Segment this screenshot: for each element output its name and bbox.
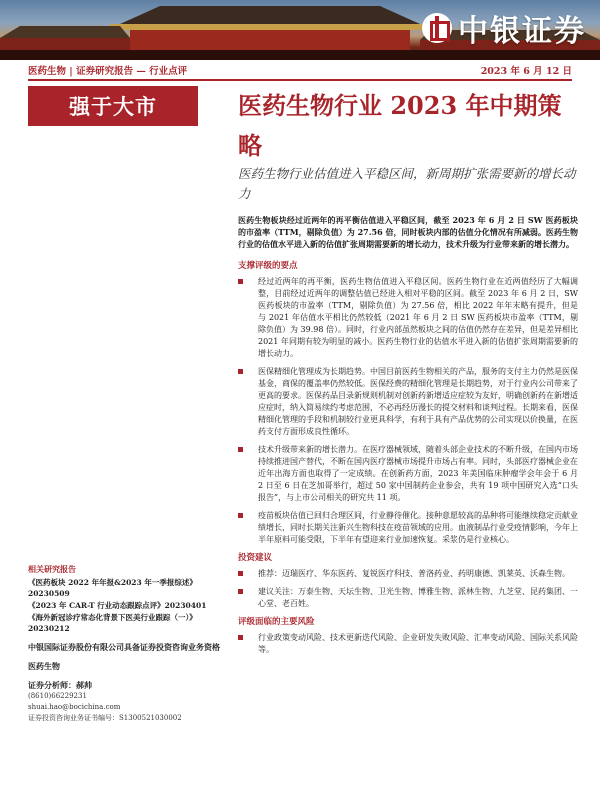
bullet-square-icon xyxy=(238,447,243,452)
report-date: 2023 年 6 月 12 日 xyxy=(480,66,572,77)
analyst-phone: (8610)66229231 xyxy=(28,692,87,700)
list-item: 疫苗板块估值已回归合理区间，行业静待催化。接种意愿较高的品种将可能继续稳定贡献业绩增长，同时长期关注新兴生物科技在疫苗领域的应用。血液制品行业受疫情影响，今年上半年原料可能受限，下半年有望迎来行业加速恢复。采浆仍是行业核心。 xyxy=(238,510,578,546)
list-item: 经过近两年的再平衡，医药生物估值进入平稳区间。医药生物行业在近两值经历了大幅调整，目前经过近两年的调整估值已经进入相对平稳的区间。截至 2023 年 6 月 2 日，SW 医药板块的市盈率（TTM，剔除负值）为 27.56 倍，相比 2022 年年末略有提升，但是与 2021 年估值水平相比仍然较低（2021 年 6 月 2 日 SW 医药板块市盈率（TTM，剔除负值）为 39.98 倍）。同时，行业内部虽然板块之间的估值仍然存在差异，但是差异相比 2021 年同期有较为明显的减小。医药生物行业的估值水平进入新的估值扩张周期需要新的增长动力。 xyxy=(238,276,578,360)
bullet-square-icon xyxy=(238,571,243,576)
sector-label: 医药生物 xyxy=(28,661,60,671)
bullet-square-icon xyxy=(238,369,243,374)
bullet-square-icon xyxy=(238,635,243,640)
main-content xyxy=(238,214,578,662)
list-item: 技术升级带来新的增长潜力。在医疗器械领域，随着头部企业技术的不断升级，在国内市场持续推进国产替代，不断在国内医疗器械市场提升市场占有率。同时，头部医疗器械企业在近年出海方面也取得了一定成绩。在创新药方面，2023 年美国临床肿瘤学会年会于 6 月 2 日至 6 日在芝加哥举行，超过 50 家中国制药企业参会，共有 19 项中国研究入选“口头报告”，与上市公司相关的研究共 11 项。 xyxy=(238,444,578,504)
list-item: 医保精细化管理成为长期趋势。中国目前医药生物相关的产品，服务的支付主力仍然是医保基金，商保的覆盖率仍然较低。医保经费的精细化管理是长期趋势，对于行业内公司带来了更高的要求。医保药品目录新规则机制对创新药新增适应症较为友好，明确创新药在新增适应症时，纳入简易续约考虑范围，不必再经历漫长的提交材料和谈判过程。长期来看，医保精细化管理的手段和机制较行业更具科学，有利于具有产品优势的公司实现以价换量，在医药支付方面形成良性循环。 xyxy=(238,366,578,438)
banner-ground xyxy=(0,50,600,60)
related-report-link[interactable]: 《医药板块 2022 年年报&2023 年一季报综述》20230509 xyxy=(28,578,197,598)
related-report-link[interactable]: 《海外新冠诊疗常态化背景下医美行业跟踪（一）》20230212 xyxy=(28,613,197,633)
palace-roof-decoration xyxy=(120,6,420,24)
page-subtitle: 医药生物行业估值进入平稳区间，新周期扩张需要新的增长动力 xyxy=(238,166,576,201)
bullet-square-icon xyxy=(238,279,243,284)
section-heading-risks: 评级面临的主要风险 xyxy=(238,617,315,627)
section-heading-investment-advice: 投资建议 xyxy=(238,553,273,563)
bullet-square-icon xyxy=(238,513,243,518)
brand-logo xyxy=(422,6,586,50)
bank-of-china-logo-icon xyxy=(422,13,452,43)
license-statement: 中银国际证券股份有限公司具备证券投资咨询业务资格 xyxy=(28,642,220,652)
header-divider xyxy=(28,79,572,81)
rating-badge: 强于大市 xyxy=(28,86,198,126)
palace-wall-decoration xyxy=(130,30,410,50)
list-item: 推荐：迈瑞医疗、华东医药、复锐医疗科技、普洛药业、药明康德、凯莱英、沃森生物。 xyxy=(238,568,578,580)
list-item: 建议关注：万泰生物、天坛生物、卫光生物、博雅生物、派林生物、九芝堂、昆药集团、一心堂、老百姓。 xyxy=(238,586,578,610)
analyst-certificate: 证券投资咨询业务证书编号：S1300521030002 xyxy=(28,714,182,722)
analyst-email[interactable]: shuai.hao@bocichina.com xyxy=(28,703,121,711)
breadcrumb: 医药生物 | 证券研究报告 — 行业点评 xyxy=(28,66,188,77)
sidebar xyxy=(28,564,228,724)
page-title: 医药生物行业 2023 年中期策略 xyxy=(238,91,562,160)
related-report-link[interactable]: 《2023 年 CAR-T 行业动态跟踪点评》20230401 xyxy=(28,601,207,610)
analyst-name: 证券分析师：郝帅 xyxy=(28,680,92,690)
report-meta-bar xyxy=(28,62,572,78)
header-banner xyxy=(0,0,600,60)
bullet-square-icon xyxy=(238,589,243,594)
summary-paragraph: 医药生物板块经过近两年的再平衡估值进入平稳区间，截至 2023 年 6 月 2 日 SW 医药板块的市盈率（TTM，剔除负值）为 27.56 倍，同时板块内部的估值分化情况有所减弱。医药生物行业的估值水平进入新的估值扩张周期需要新的增长动力，技术升级为行业带来新的增长潜力。 xyxy=(238,215,578,249)
section-heading-rating-points: 支撑评级的要点 xyxy=(238,261,298,271)
palace-roof-left-decoration xyxy=(0,26,130,38)
list-item: 行业政策变动风险、技术更新迭代风险、企业研发失败风险、汇率变动风险、国际关系风险等。 xyxy=(238,632,578,656)
related-reports-heading: 相关研究报告 xyxy=(28,564,76,574)
brand-name: 中银证券 xyxy=(458,14,586,49)
